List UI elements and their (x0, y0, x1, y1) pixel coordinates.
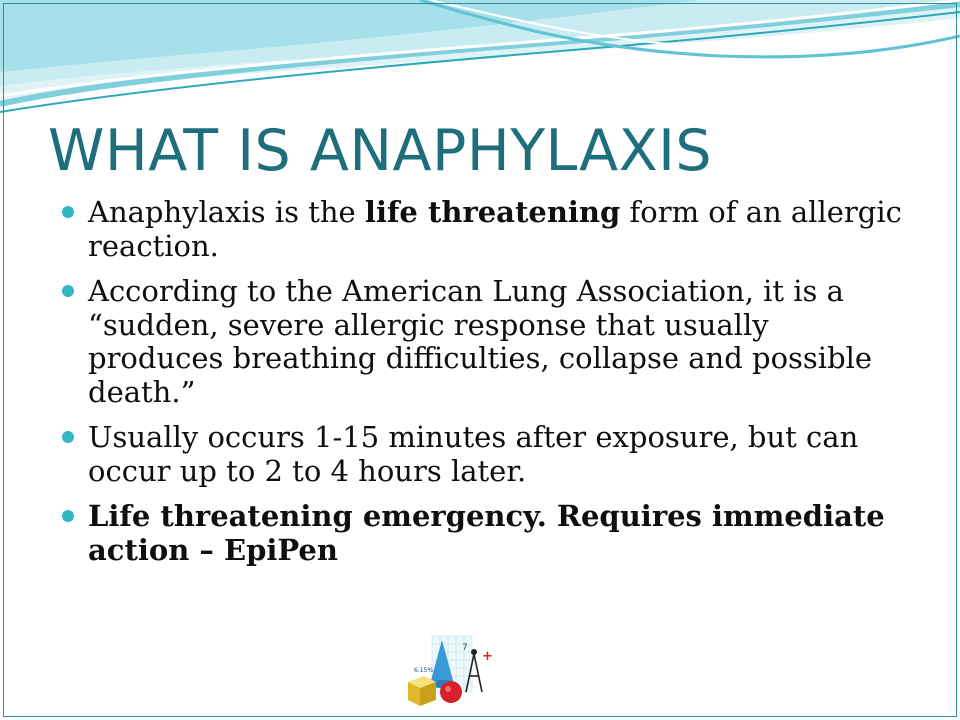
bullet-item (62, 275, 912, 409)
bullet-icon (62, 285, 74, 297)
bullet-item (62, 196, 912, 263)
clipart-label: + (482, 649, 493, 664)
slide-title: WHAT IS ANAPHYLAXIS (48, 118, 713, 184)
bullet-text: Usually occurs 1-15 minutes after exposure, but can occur up to 2 to 4 hours later. (88, 420, 859, 488)
bullet-icon (62, 431, 74, 443)
bullet-item (62, 500, 912, 567)
clipart-label: 7 (462, 643, 468, 653)
wave-header-decoration (0, 0, 960, 130)
math-shapes-clipart-icon (402, 634, 500, 712)
bullet-bold-text: life threatening (364, 195, 621, 229)
bullet-icon (62, 510, 74, 522)
bullet-bold-text: Life threatening emergency. Requires immediate action – EpiPen (88, 499, 885, 567)
bullet-list (62, 196, 912, 579)
clipart-label: 6.15% (414, 667, 434, 674)
bullet-text: form of an allergic reaction. (88, 195, 902, 263)
bullet-icon (62, 206, 74, 218)
bullet-item (62, 421, 912, 488)
bullet-text: According to the American Lung Association, it is a “sudden, severe allergic response that usually produces breathing difficulties, collapse and possible death.” (88, 274, 873, 409)
bullet-text: Anaphylaxis is the (88, 195, 365, 229)
